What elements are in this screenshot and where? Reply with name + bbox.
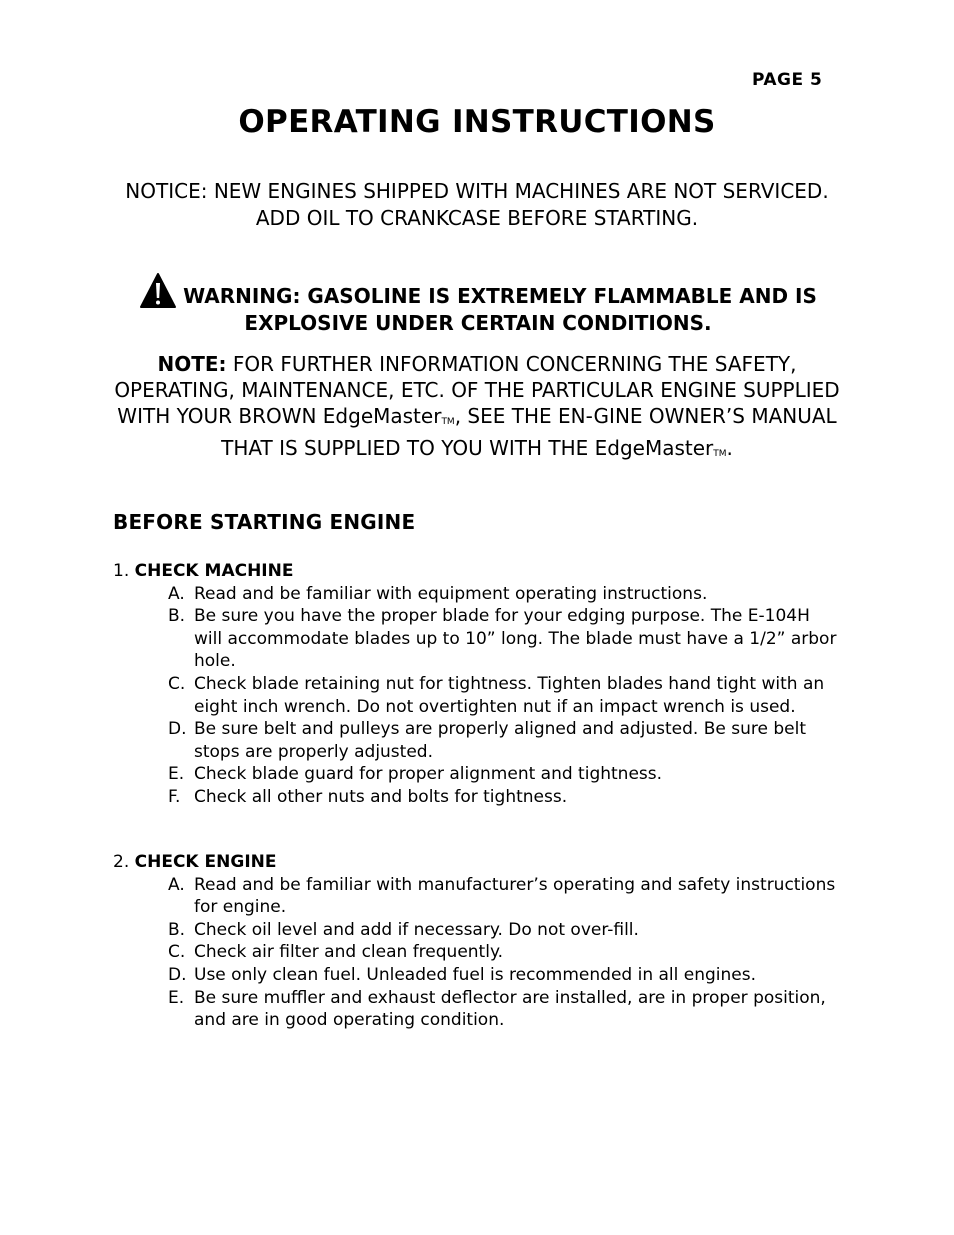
check-machine-label: CHECK MACHINE <box>134 561 294 581</box>
check-machine-list <box>113 583 843 809</box>
item-text: Check blade guard for proper alignment and tightness. <box>194 764 663 785</box>
list-item <box>168 919 843 942</box>
item-text: Read and be familiar with manufacturer’s operating and safety instructions for engine. <box>194 874 836 918</box>
trademark-1: TM <box>441 417 455 427</box>
check-machine-number: 1. <box>113 561 130 581</box>
list-item <box>168 673 843 718</box>
item-text: Check all other nuts and bolts for tightness. <box>194 786 568 807</box>
list-item <box>168 874 843 919</box>
item-text: Be sure you have the proper blade for your edging purpose. The E-104H will accommodate blades up to 10” long. The blade must have a 1/2” arbor hole. <box>194 606 837 672</box>
check-engine-heading <box>113 851 843 874</box>
list-item <box>168 718 843 763</box>
note-text-3: . <box>726 436 733 460</box>
item-key: B. <box>168 606 186 627</box>
page-number: PAGE 5 <box>752 70 823 90</box>
check-machine-group <box>113 560 843 809</box>
notice-text: NOTICE: NEW ENGINES SHIPPED WITH MACHINES ARE NOT SERVICED. ADD OIL TO CRANKCASE BEFORE STARTING. <box>125 179 829 230</box>
check-engine-number: 2. <box>113 852 130 872</box>
check-engine-group <box>113 851 843 1032</box>
trademark-2: TM <box>713 449 727 459</box>
list-item <box>168 987 843 1032</box>
item-key: D. <box>168 964 187 985</box>
item-key: A. <box>168 874 185 895</box>
note-paragraph <box>110 351 844 467</box>
item-key: C. <box>168 942 186 963</box>
section-heading: BEFORE STARTING ENGINE <box>113 510 416 534</box>
note-text-1: FOR FURTHER INFORMATION CONCERNING THE SAFETY, OPERATING, MAINTENANCE, ETC. OF THE PARTICULAR ENGINE SUPPLIED WITH YOUR BROWN EdgeMaster <box>114 352 840 428</box>
list-item <box>168 763 843 786</box>
list-item <box>168 605 843 673</box>
page-title: OPERATING INSTRUCTIONS <box>238 104 716 140</box>
note-label: NOTE: <box>157 352 227 376</box>
warning-icon <box>139 272 177 310</box>
list-item <box>168 964 843 987</box>
item-key: B. <box>168 919 186 940</box>
list-item <box>168 583 843 606</box>
item-text: Check oil level and add if necessary. Do not over-fill. <box>194 919 639 940</box>
check-engine-label: CHECK ENGINE <box>134 852 277 872</box>
check-machine-heading <box>113 560 843 583</box>
item-key: E. <box>168 764 185 785</box>
item-key: E. <box>168 987 185 1008</box>
item-text: Check air filter and clean frequently. <box>194 942 503 963</box>
item-key: C. <box>168 673 186 694</box>
item-text: Check blade retaining nut for tightness. Tighten blades hand tight with an eight inch wrench. Do not overtighten nut if an impact wrench is used. <box>194 673 825 717</box>
check-engine-list <box>113 874 843 1032</box>
warning-text: WARNING: GASOLINE IS EXTREMELY FLAMMABLE AND IS EXPLOSIVE UNDER CERTAIN CONDITIONS. <box>183 284 817 335</box>
list-item <box>168 941 843 964</box>
item-text: Read and be familiar with equipment operating instructions. <box>194 583 708 604</box>
item-text: Be sure belt and pulleys are properly aligned and adjusted. Be sure belt stops are properly adjusted. <box>194 719 807 762</box>
item-key: F. <box>168 786 181 807</box>
list-item <box>168 786 843 809</box>
item-key: D. <box>168 719 187 740</box>
item-key: A. <box>168 583 185 604</box>
warning-block <box>110 272 846 336</box>
item-text: Use only clean fuel. Unleaded fuel is recommended in all engines. <box>194 964 757 985</box>
item-text: Be sure muffler and exhaust deflector are installed, are in proper position, and are in good operating condition. <box>194 987 826 1031</box>
note-text-2: , SEE THE EN-GINE OWNER’S MANUAL THAT IS SUPPLIED TO YOU WITH THE EdgeMaster <box>221 404 837 460</box>
